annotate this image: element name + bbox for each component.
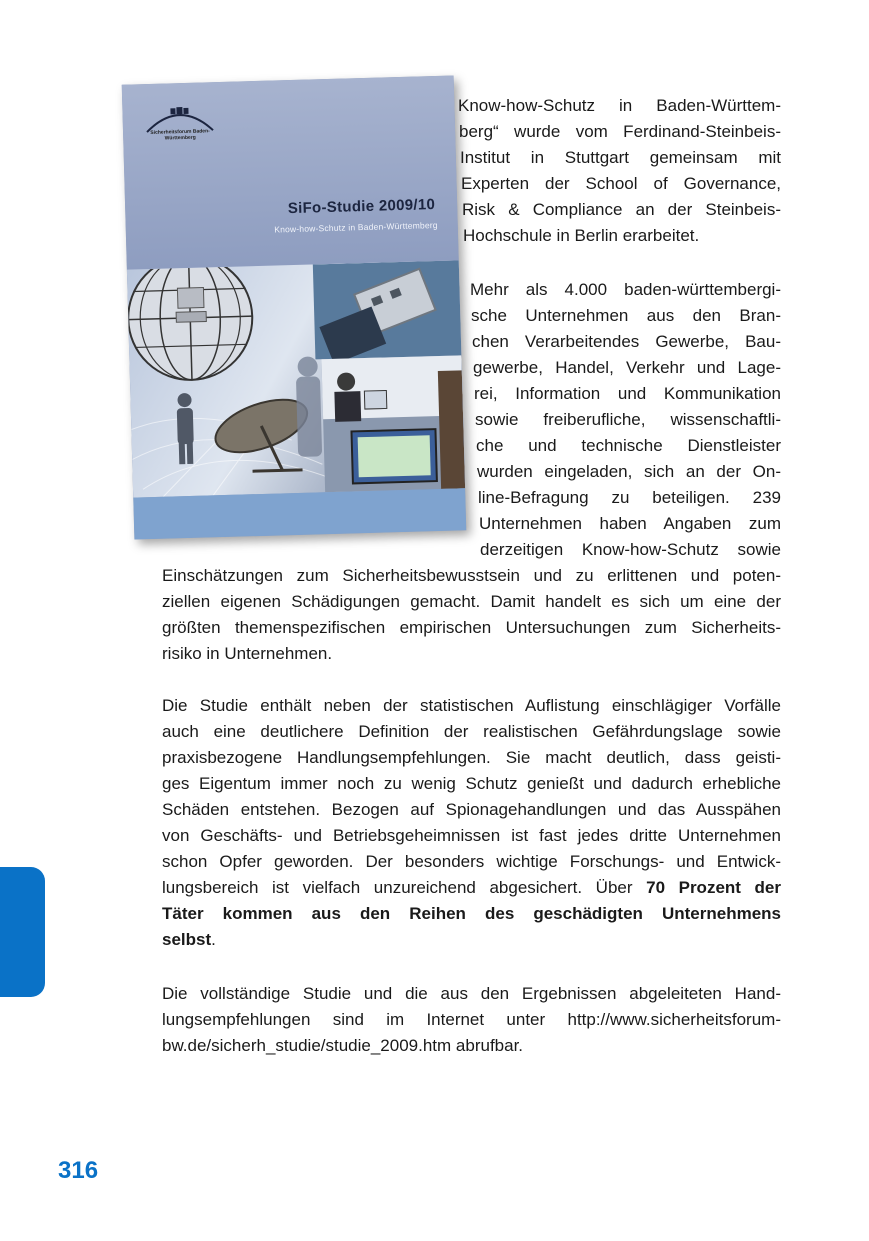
- text-line: praxisbezogene Handlungsempfehlungen. Sie macht deutlich, dass geisti-: [162, 748, 781, 767]
- cover-photo-collage: [127, 260, 465, 497]
- text-line: [162, 875, 781, 901]
- text-line: sche Unternehmen aus den Bran-: [471, 306, 781, 325]
- text-line: ziellen eigenen Schädigungen gemacht. Damit handelt es sich um eine der: [162, 592, 781, 611]
- text-line: [162, 927, 781, 953]
- paragraph-1: [458, 93, 781, 249]
- paragraph-2-wrapped: [470, 277, 781, 563]
- text-line: Hochschule in Berlin erarbeitet.: [463, 226, 700, 245]
- text-line: schon Opfer geworden. Der besonders wichtige Forschungs- und Entwick-: [162, 852, 781, 871]
- text-line: Risk & Compliance an der Steinbeis-: [462, 200, 781, 219]
- globe-icon: [127, 260, 254, 381]
- text-line: Know-how-Schutz in Baden-Württem-: [458, 96, 781, 115]
- cover-subtitle: Know-how-Schutz in Baden-Württemberg: [274, 219, 438, 235]
- text-line: wurden eingeladen, sich an der On-: [477, 462, 781, 481]
- cover-header-area: [122, 75, 459, 269]
- text-line: derzeitigen Know-how-Schutz sowie: [480, 540, 781, 559]
- office-photo: [321, 355, 465, 492]
- text-line: berg“ wurde vom Ferdinand-Steinbeis-: [459, 122, 781, 141]
- text-line: Die vollständige Studie und die aus den Ergebnissen abgeleiteten Hand-: [162, 984, 781, 1003]
- text-line: bw.de/sicherh_studie/studie_2009.htm abrufbar.: [162, 1036, 524, 1055]
- paragraph-4: [162, 981, 781, 1059]
- text-line: che und technische Dienstleister: [476, 436, 781, 455]
- text-line: von Geschäfts- und Betriebsgeheimnissen ist fast jedes dritte Unternehmen: [162, 826, 781, 845]
- paragraph-3: [162, 693, 781, 953]
- cover-title: SiFo-Studie 2009/10: [287, 196, 436, 218]
- text-line: größten themenspezifischen empirischen Untersuchungen zum Sicherheits-: [162, 618, 781, 637]
- text-line: gewerbe, Handel, Verkehr und Lage-: [473, 358, 781, 377]
- text-line: Unternehmen haben Angaben zum: [479, 514, 781, 533]
- text-line: Experten der School of Governance,: [461, 174, 781, 193]
- text-line: Schäden entstehen. Bezogen auf Spionagehandlungen und das Ausspähen: [162, 800, 781, 819]
- text-line: [162, 901, 781, 927]
- chapter-tab-marker: [0, 867, 45, 997]
- sicherheitsforum-logo: [140, 104, 219, 152]
- highlight-text: selbst: [162, 930, 212, 949]
- text-line: risiko in Unternehmen.: [162, 644, 333, 663]
- highlight-text: Täter kommen aus den Reihen des geschädigten Unternehmens: [162, 904, 781, 923]
- text-line: Die Studie enthält neben der statistischen Auflistung einschlägiger Vorfälle: [162, 696, 781, 715]
- page-number: 316: [58, 1157, 99, 1184]
- text-line: rei, Information und Kommunikation: [474, 384, 781, 403]
- logo-text: Sicherheitsforum Baden-Württemberg: [150, 128, 210, 142]
- cover-footer-band: [133, 488, 466, 539]
- text-line: chen Verarbeitendes Gewerbe, Bau-: [472, 332, 781, 351]
- text-run: lungsbereich ist vielfach unzureichend abgesichert. Über: [162, 878, 647, 897]
- text-line: sowie freiberufliche, wissenschaftli-: [475, 410, 781, 429]
- text-line: Einschätzungen zum Sicherheitsbewusstsein und zu erlittenen und poten-: [162, 566, 781, 585]
- text-line: ges Eigentum immer noch zu wenig Schutz genießt und dadurch erhebliche: [162, 774, 781, 793]
- study-cover-image: [122, 75, 467, 539]
- paragraph-2-continued: [162, 563, 781, 667]
- text-line: Mehr als 4.000 baden-württembergi-: [470, 280, 781, 299]
- text-line: auch eine deutlichere Definition der realistischen Gefährdungslage sowie: [162, 722, 781, 741]
- highlight-text: 70 Prozent der: [646, 878, 781, 897]
- text-line: Institut in Stuttgart gemeinsam mit: [460, 148, 781, 167]
- text-run: .: [211, 930, 216, 949]
- person-silhouette: [176, 393, 194, 464]
- text-line: line-Befragung zu beteiligen. 239: [478, 488, 781, 507]
- usb-stick-photo: [313, 260, 462, 364]
- text-line: lungsempfehlungen sind im Internet unter http://www.sicherheitsforum-: [162, 1010, 781, 1029]
